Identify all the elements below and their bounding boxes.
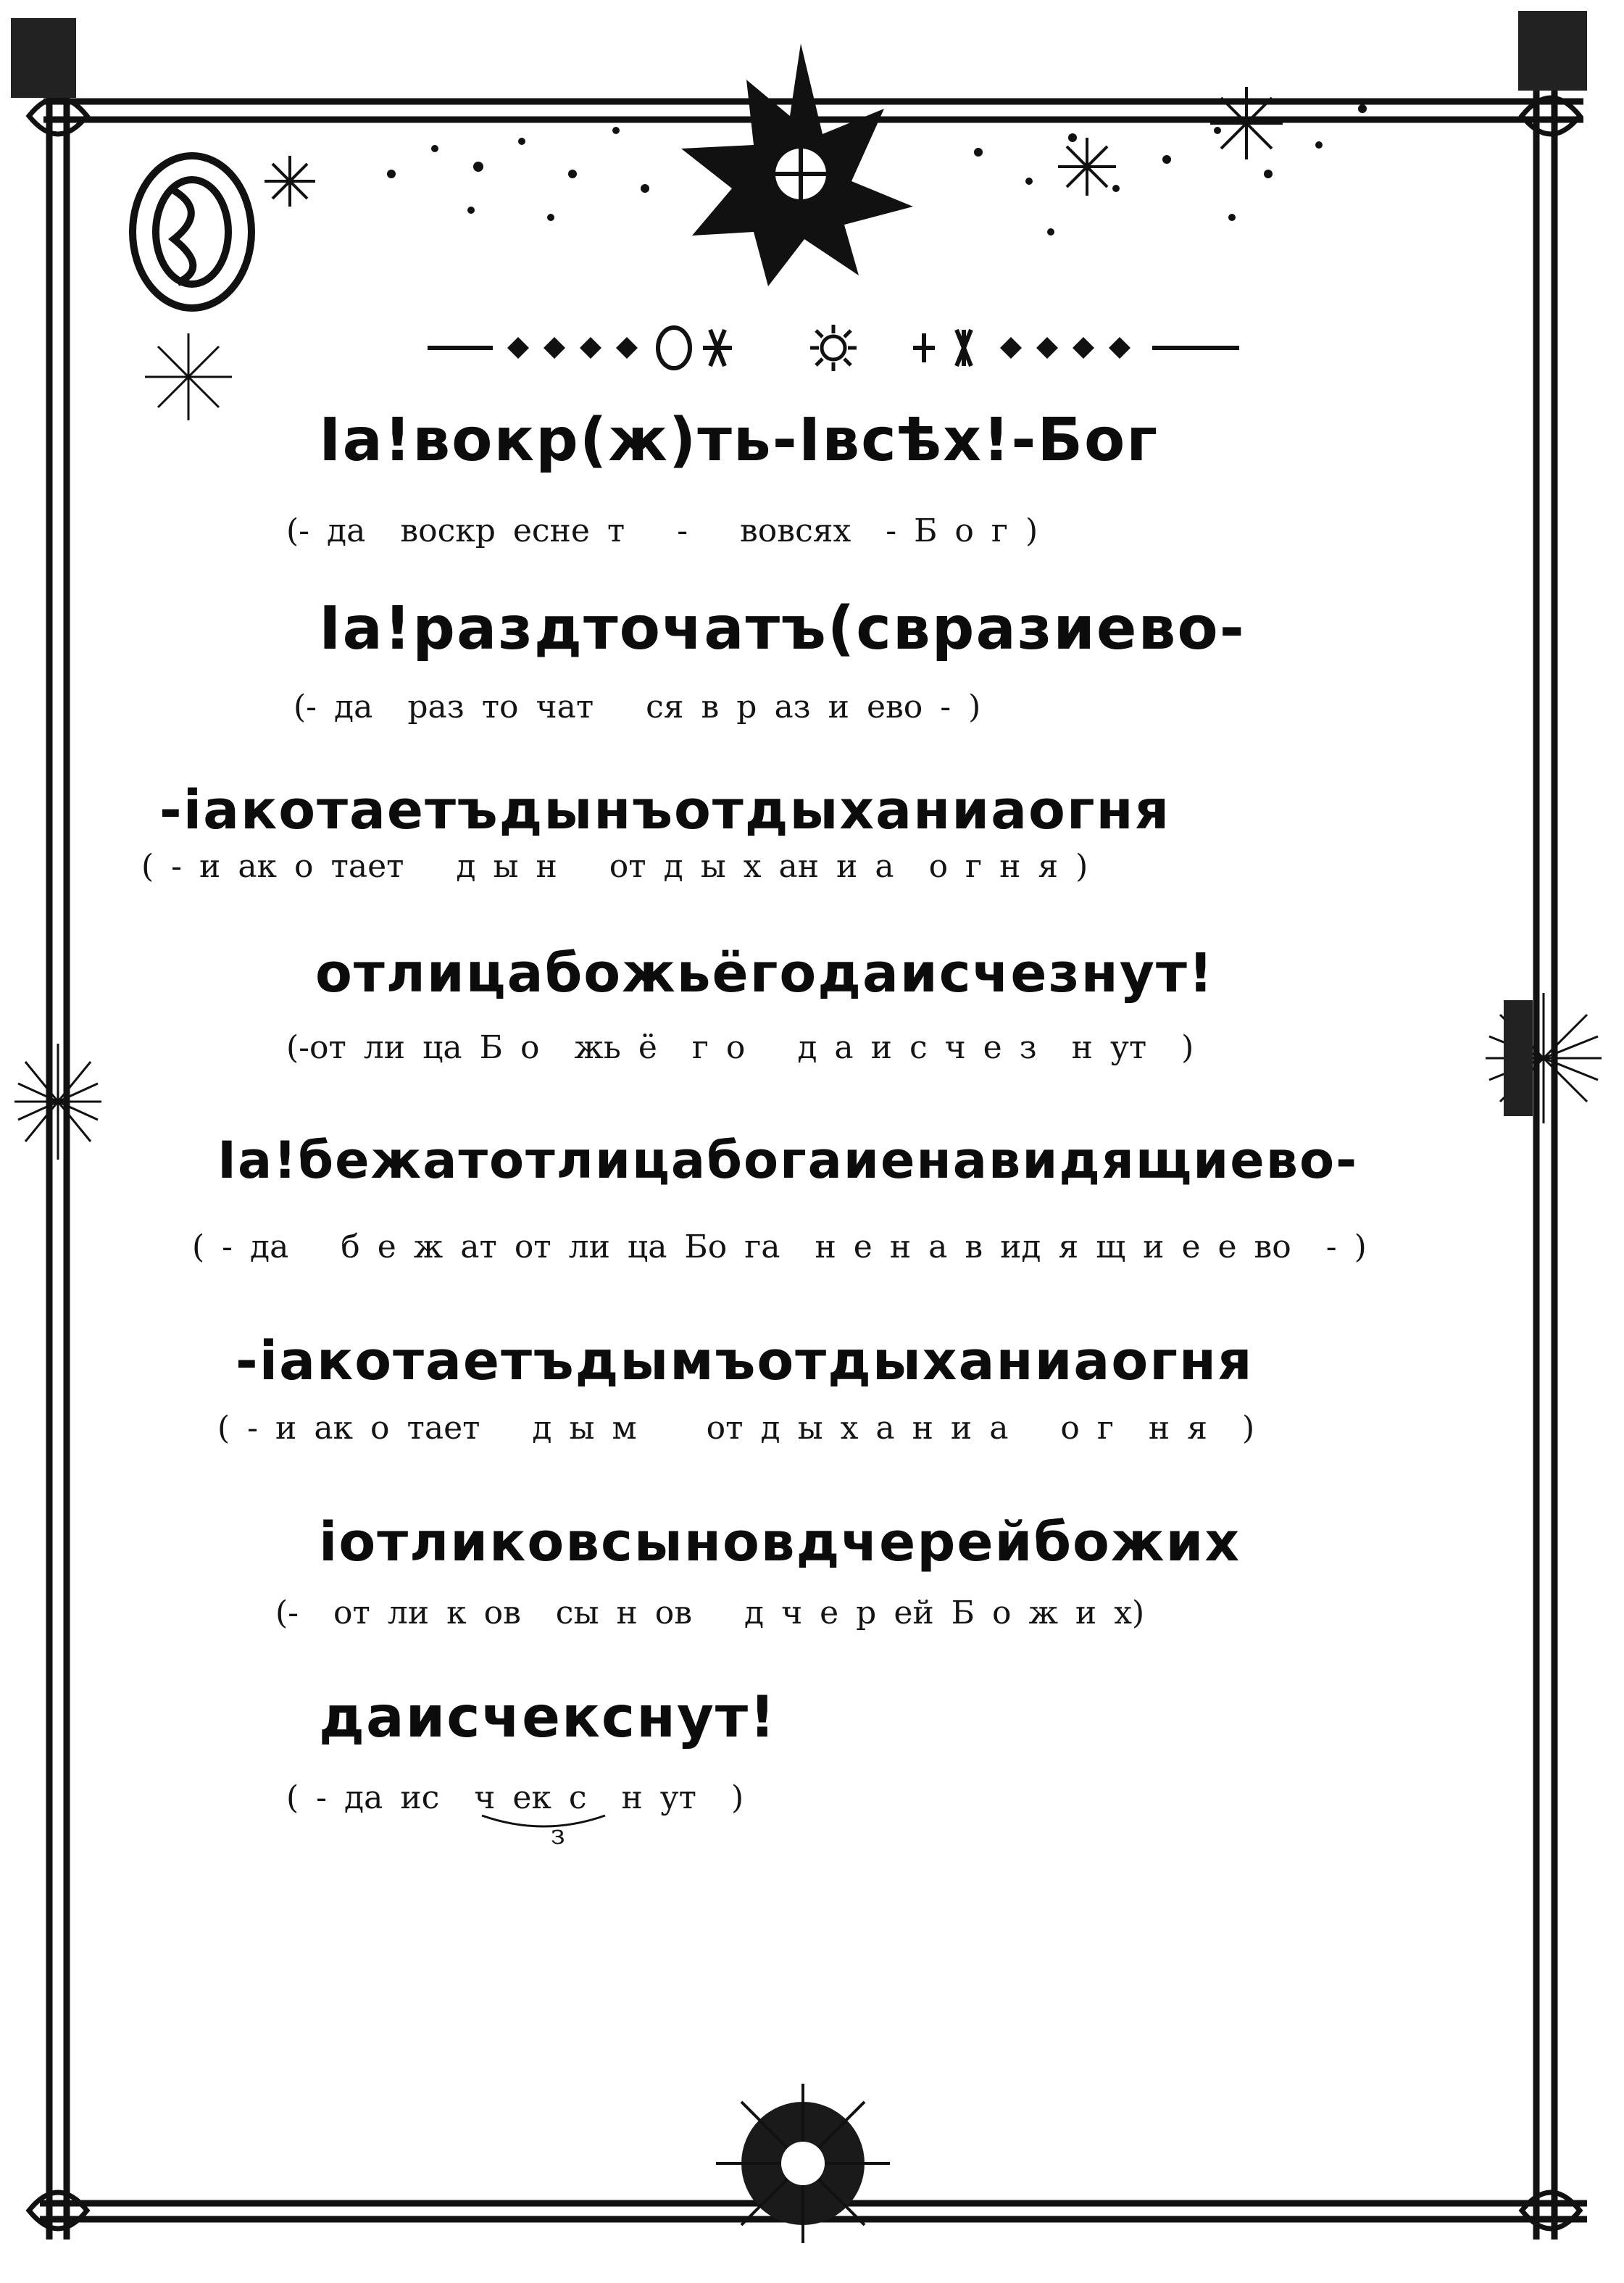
old-script-line-8: даисчекснут! [319,1685,777,1750]
transliteration-line-5: ( - да б е ж ат от ли ца Бо га н е н а в ид я щ и е е во - ) [192,1228,1367,1265]
transliteration-line-2: (- да раз то чат ся в р аз и ево - ) [293,689,981,725]
old-script-line-7: іотликовсыновдчерейбожих [319,1511,1241,1573]
old-script-line-2: Іа!раздточатъ(свразиево- [319,594,1246,663]
correction-note: з [551,1821,565,1850]
starburst-top [681,43,913,286]
old-script-line-3: -іакотаетъдынъотдыханиаогня [159,779,1171,841]
old-script-line-4: отлицабожьёгодаисчезнут! [315,942,1215,1005]
emblem-top-left [133,156,251,308]
corner-knot-bottom-right [1522,2192,1580,2229]
transliteration-line-6: ( - и ак о тает д ы м от д ы х а н и а о г н я ) [217,1410,1255,1447]
ornament-divider [428,319,1239,377]
transliteration-line-4: (-от ли ца Б о жь ё г о д а и с ч е з н ут ) [286,1029,1194,1066]
old-script-line-6: -іакотаетъдымъотдыханиаогня [236,1330,1254,1392]
transliteration-line-1: (- да воскр есне т - вовсях - Б о г ) [286,512,1038,549]
brace-mark [478,1812,609,1834]
transliteration-line-8: ( - да ис ч ек с н ут ) [286,1779,744,1816]
corner-knot-bottom-left [29,2192,87,2229]
sparkle-right-side [1486,993,1602,1123]
transliteration-line-3: ( - и ак о тает д ы н от д ы х ан и а о г н я ) [141,848,1088,885]
old-script-line-1: Іа!вокр(ж)ть-Івсѣх!-Бог [319,406,1159,475]
transliteration-line-7: (- от ли к ов сы н ов д ч е р ей Б о ж и х) [275,1594,1145,1631]
old-script-line-5: Іа!бежатотлицабогаиенавидящиево- [217,1131,1359,1190]
